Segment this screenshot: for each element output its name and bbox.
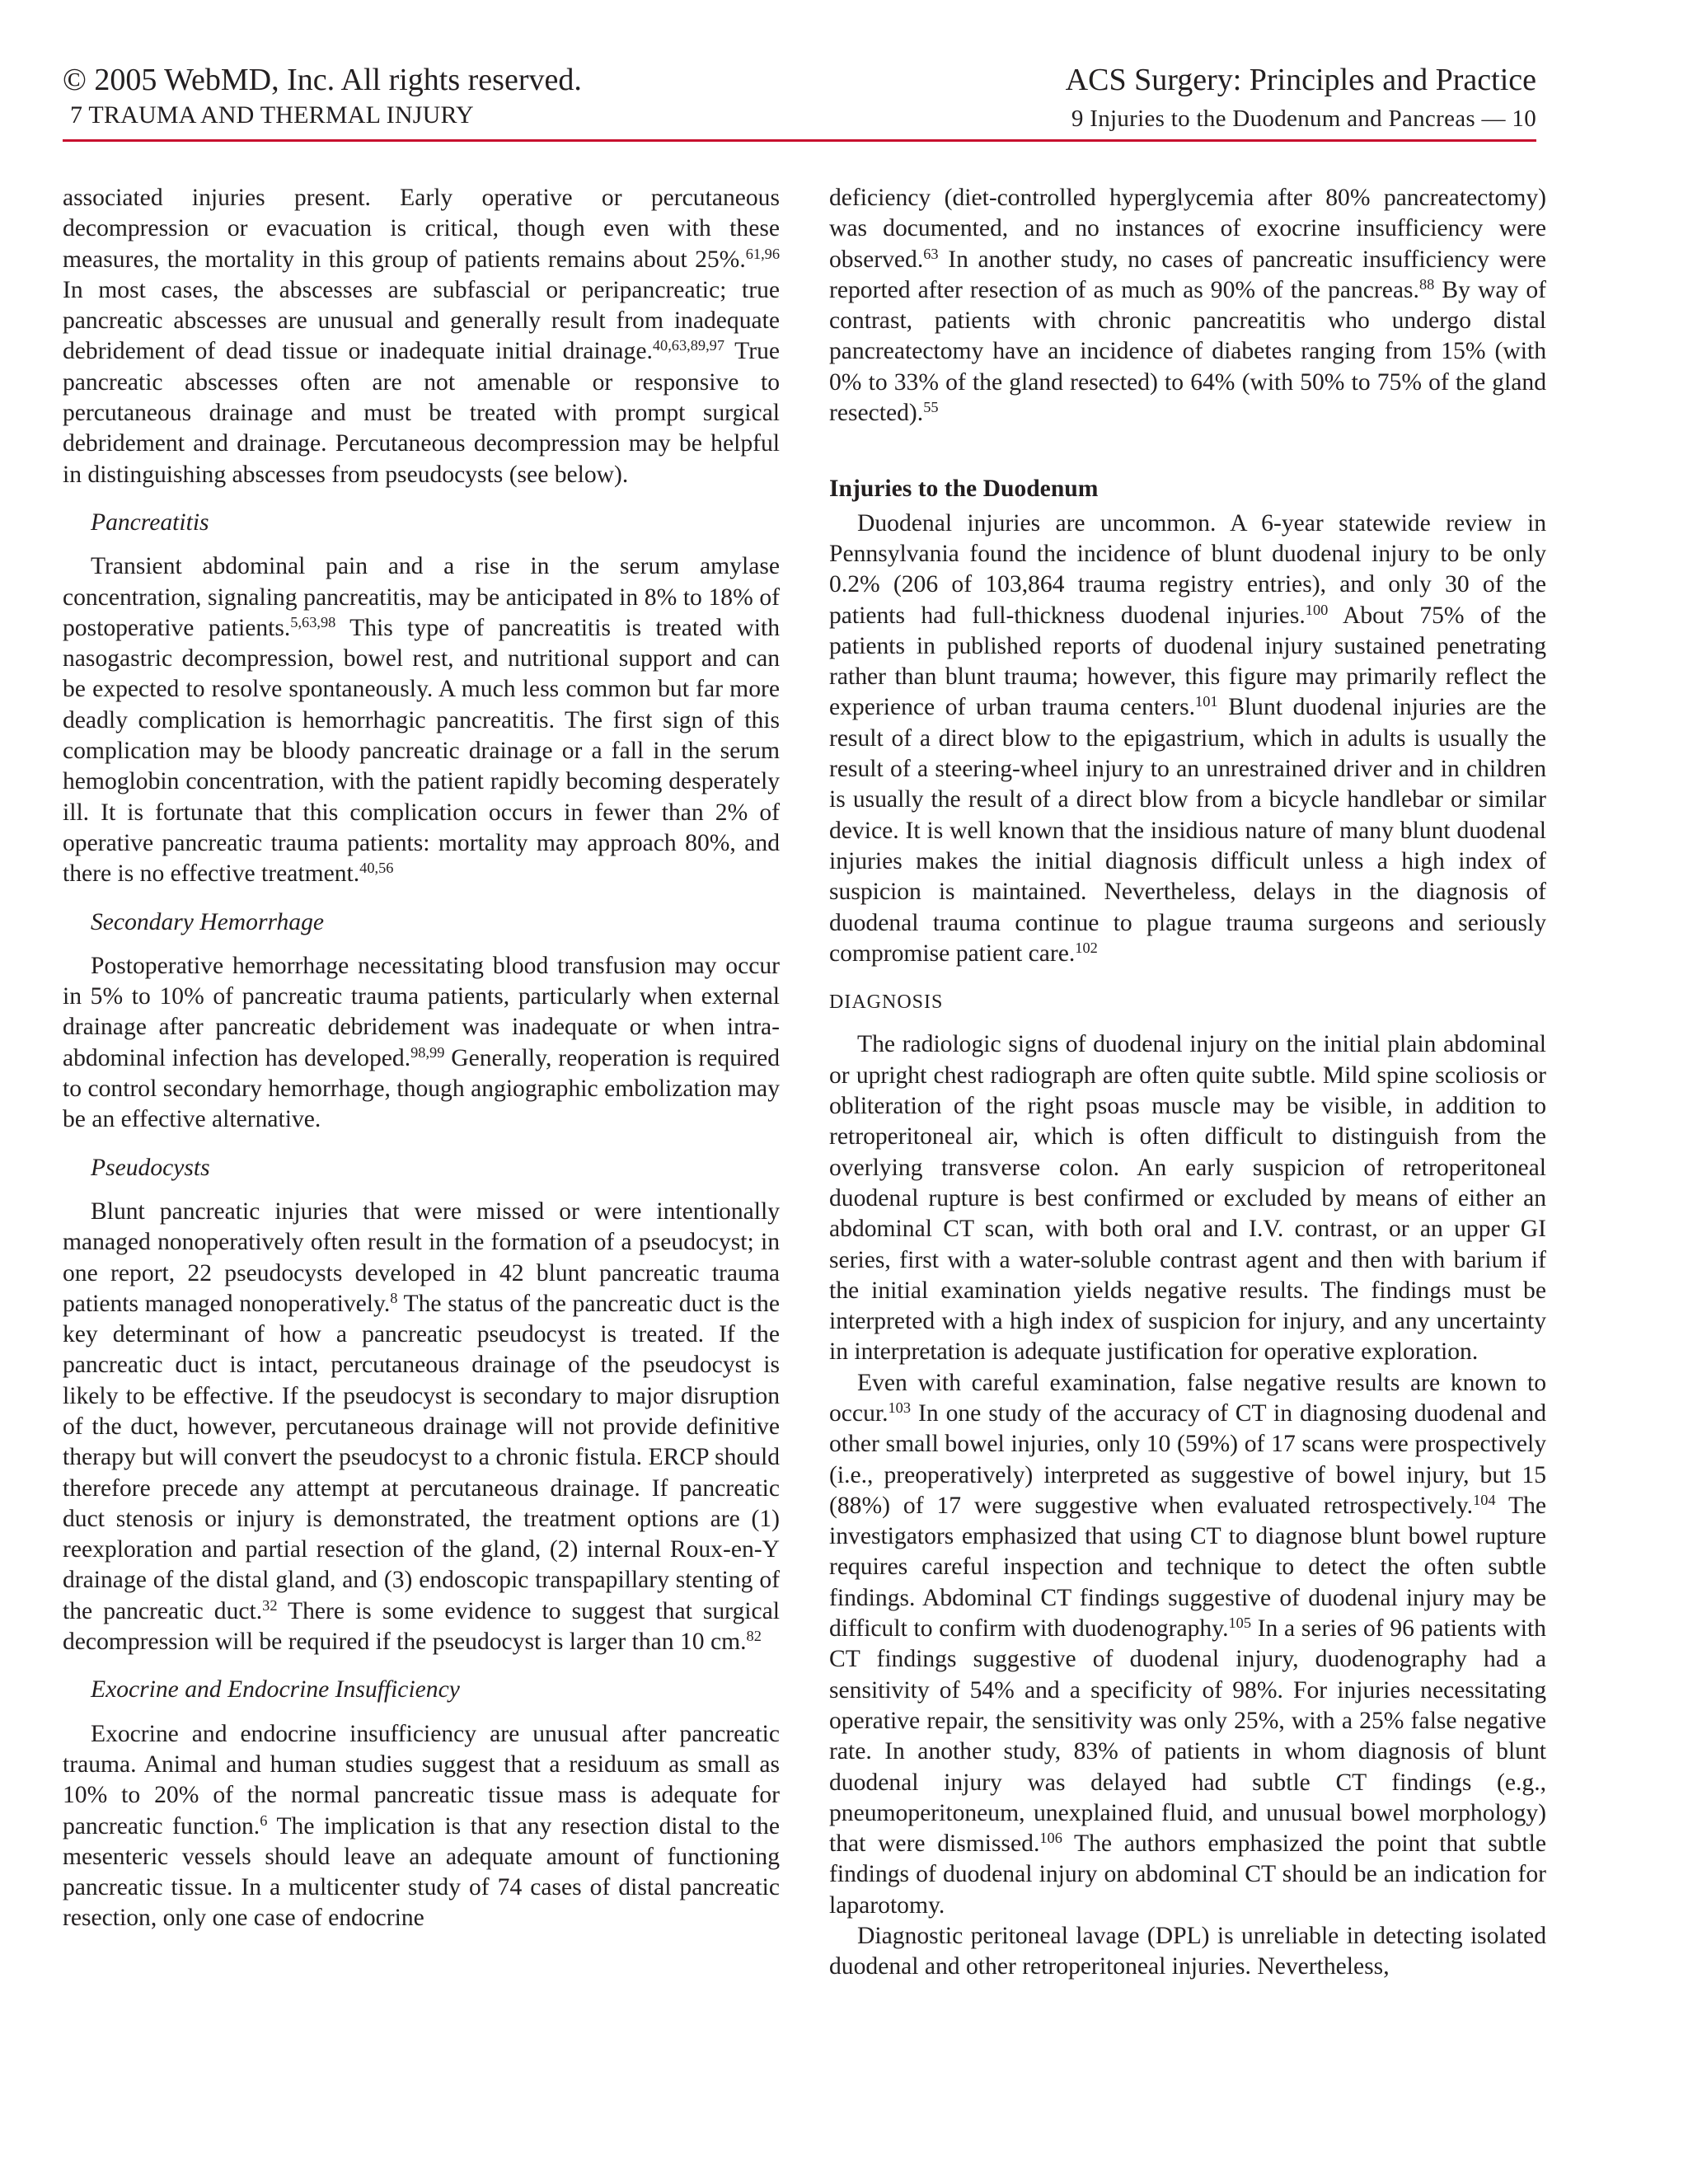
text-run: In most cases, the abscesses are subfascial or peripancreatic; true pancreatic abscesses are unusual and generally result from inadequate debridement of dead tissue or inadequate initial drainage. — [63, 276, 780, 365]
copyright-notice: © 2005 WebMD, Inc. All rights reserved. — [63, 63, 582, 97]
citation-ref: 40,56 — [359, 860, 394, 877]
text-run: In another study, no cases of pancreatic insufficiency were reported after resection of as much as 90% of the pancreas. — [829, 246, 1546, 303]
subheading-pancreatitis: Pancreatitis — [91, 509, 209, 536]
paragraph-deficiency — [829, 183, 1546, 429]
paragraph-pseudocysts — [63, 1197, 780, 1657]
chapter-label: 9 Injuries to the Duodenum and Pancreas — 10 — [1071, 105, 1536, 132]
paragraph-abscess — [63, 183, 780, 490]
citation-ref: 82 — [746, 1627, 762, 1644]
text-run: Blunt pancreatic injuries that were missed or were intentionally managed nonoperatively often result in the formation of a pseudocyst; in one report, 22 pseudocysts developed in 42 blunt pancreatic trauma patients managed nonoperatively. — [63, 1197, 780, 1317]
paragraph-duodenal-injuries — [829, 509, 1546, 969]
left-column — [63, 183, 780, 1934]
paragraph-diagnosis — [829, 1029, 1546, 1367]
citation-ref: 63 — [923, 245, 939, 262]
subheading-pseudocysts: Pseudocysts — [91, 1154, 210, 1181]
subheading-insufficiency: Exocrine and Endocrine Insufficiency — [91, 1676, 460, 1704]
citation-ref: 104 — [1473, 1491, 1496, 1508]
text-run: The authors emphasized the point that subtle findings of duodenal injury on abdominal CT should be an indication for laparotomy. — [829, 1830, 1546, 1919]
citation-ref: 32 — [262, 1596, 278, 1614]
text-run: By way of contrast, patients with chronic pancreatitis who undergo distal pancreatectomy have an incidence of diabetes ranging from 15% (with 0% to 33% of the gland resected) to 64% (with 50% to 75% of the gland resected). — [829, 276, 1546, 427]
citation-ref: 106 — [1039, 1830, 1062, 1847]
citation-ref: 100 — [1305, 601, 1329, 618]
text-run: Duodenal injuries are uncommon. A 6-year statewide review in Pennsylvania found the incidence of blunt duodenal injury to be only 0.2% (206 of 103,864 trauma registry entries), and only 30 of the patients had full-thickness duodenal injuries. — [829, 509, 1546, 629]
text-run: In a series of 96 patients with CT findings suggestive of duodenal injury, duodenography had a sensitivity of 54% and a specificity of 98%. For injuries necessitating operative repair, the sensitivity was only 25%, with a 25% false negative rate. In another study, 83% of patients in whom diagnosis of blunt duodenal injury was delayed had subtle CT findings (e.g., pneumoperitoneum, unexplained fluid, and unusual bowel morphology) that were dismissed. — [829, 1615, 1546, 1858]
citation-ref: 61,96 — [745, 245, 780, 262]
subheading-secondary-hemorrhage: Secondary Hemorrhage — [91, 908, 325, 935]
citation-ref: 98,99 — [410, 1043, 445, 1061]
header-rule — [63, 139, 1536, 142]
header-right — [1066, 61, 1536, 135]
text-run: The radiologic signs of duodenal injury on the initial plain abdominal or upright chest radiograph are often quite subtle. Mild spine scoliosis or obliteration of the right psoas muscle may be visible, in addition to retroperitoneal air, which is often difficult to distinguish from the overlying transverse colon. An early suspicion of retroperitoneal duodenal rupture is best confirmed or excluded by means of either an abdominal CT scan, with both oral and I.V. contrast, or an upper GI series, first with a water-soluble contrast agent and then with barium if the initial examination yields negative results. The findings must be interpreted with a high index of suspicion for injury, and any uncertainty in interpretation is adequate justification for operative exploration. — [829, 1031, 1546, 1366]
text-run: Blunt duodenal injuries are the result of a direct blow to the epigastrium, which in adults is usually the result of a steering-wheel injury to an unrestrained driver and in children is usually the result of a direct blow from a bicycle handlebar or similar device. It is well known that the insidious nature of many blunt duodenal injuries makes the initial diagnosis difficult unless a high index of suspicion is maintained. Nevertheless, delays in the diagnosis of duodenal trauma continue to plague trauma surgeons and seriously compromise patient care. — [829, 694, 1546, 967]
text-run: Even with careful examination, false negative results are known to occur. — [829, 1369, 1546, 1427]
text-run: associated injuries present. Early operative or percutaneous decompression or evacuation is critical, though even with these measures, the mortality in this group of patients remains about 25%. — [63, 185, 780, 273]
citation-ref: 55 — [923, 399, 939, 415]
text-run: In one study of the accuracy of CT in diagnosing duodenal and other small bowel injuries, only 10 (59%) of 17 scans were prospectively (i.e., preoperatively) interpreted as suggestive of bowel injury, but 15 (88%) of 17 were suggestive when evaluated retrospectively. — [829, 1399, 1546, 1519]
paragraph-insufficiency — [63, 1719, 780, 1934]
text-run: The investigators emphasized that using CT to diagnose blunt bowel rupture requires careful inspection and technique to detect the often subtle findings. Abdominal CT findings suggestive of duodenal injury may be difficult to confirm with duodenography. — [829, 1492, 1546, 1643]
paragraph-pancreatitis — [63, 551, 780, 889]
text-run: This type of pancreatitis is treated with nasogastric decompression, bowel rest, and nutritional support and can be expected to resolve spontaneously. A much less common but far more deadly complication is hemorrhagic pancreatitis. The first sign of this complication may be bloody pancreatic drainage or a fall in the serum hemoglobin concentration, with the patient rapidly becoming desperately ill. It is fortunate that this complication occurs in fewer than 2% of operative pancreatic trauma patients: mortality may approach 80%, and there is no effective treatment. — [63, 614, 781, 888]
right-column — [829, 183, 1546, 1983]
citation-ref: 5,63,98 — [290, 613, 336, 630]
text-run: The implication is that any resection distal to the mesenteric vessels should leave an adequate amount of functioning pancreatic tissue. In a multicenter study of 74 cases of distal pancreatic resection, only one case of endocrine — [63, 1812, 780, 1932]
text-run: There is some evidence to suggest that surgical decompression will be required if the pseudocyst is larger than 10 cm. — [63, 1597, 780, 1656]
text-run: Transient abdominal pain and a rise in the serum amylase concentration, signaling pancreatitis, may be anticipated in 8% to 18% of postoperative patients. — [63, 553, 780, 641]
citation-ref: 105 — [1228, 1614, 1251, 1631]
text-run: The status of the pancreatic duct is the key determinant of how a pancreatic pseudocyst is treated. If the pancreatic duct is intact, percutaneous drainage of the pseudocyst is likely to be effective. If the pseudocyst is secondary to major disruption of the duct, however, percutaneous drainage will not provide definitive therapy but will convert the pseudocyst to a chronic fistula. ERCP should therefore precede any attempt at percutaneous drainage. If pancreatic duct stenosis or injury is demonstrated, the treatment options are (1) reexploration and partial resection of the gland, (2) internal Roux-en-Y drainage of the distal gland, and (3) endoscopic transpapillary stenting of the pancreatic duct. — [63, 1290, 780, 1624]
book-title: ACS Surgery: Principles and Practice — [1065, 63, 1536, 97]
citation-ref: 6 — [260, 1811, 268, 1829]
text-run: Generally, reoperation is required to control secondary hemorrhage, though angiographic embolization may be an effective alternative. — [63, 1044, 780, 1133]
text-run: Postoperative hemorrhage necessitating blood transfusion may occur in 5% to 10% of pancreatic trauma patients, particularly when external drainage after pancreatic debridement was inadequate or when intra-abdominal infection has developed. — [63, 952, 780, 1071]
heading-diagnosis: DIAGNOSIS — [829, 991, 944, 1014]
citation-ref: 40,63,89,97 — [652, 337, 725, 354]
citation-ref: 102 — [1075, 939, 1098, 956]
citation-ref: 8 — [390, 1289, 398, 1306]
paragraph-dpl — [829, 1921, 1546, 1983]
section-label: 7 TRAUMA AND THERMAL INJURY — [70, 101, 474, 129]
citation-ref: 88 — [1418, 275, 1435, 293]
citation-ref: 101 — [1195, 693, 1218, 710]
text-run: True pancreatic abscesses often are not amenable or responsive to percutaneous drainage and must be treated with prompt surgical debridement and drainage. Percutaneous decompression may be helpful in distinguishing abscesses from pseudocysts (see below). — [63, 338, 781, 488]
running-header — [63, 61, 1536, 135]
heading-injuries-to-duodenum: Injuries to the Duodenum — [829, 476, 1099, 503]
text-run: About 75% of the patients in published reports of duodenal injury sustained penetrating rather than blunt trauma; however, this figure may primarily reflect the experience of urban trauma centers. — [829, 602, 1546, 721]
text-run: deficiency (diet-controlled hyperglycemia after 80% pancreatectomy) was documented, and no instances of exocrine insufficiency were observed. — [829, 185, 1546, 273]
paragraph-false-negative — [829, 1368, 1546, 1921]
paragraph-secondary-hemorrhage — [63, 951, 780, 1136]
text-run: Diagnostic peritoneal lavage (DPL) is unreliable in detecting isolated duodenal and other retroperitoneal injuries. Nevertheless, — [829, 1923, 1546, 1980]
header-left — [63, 61, 582, 132]
citation-ref: 103 — [888, 1399, 911, 1416]
text-run: Exocrine and endocrine insufficiency are unusual after pancreatic trauma. Animal and human studies suggest that a residuum as small as 10% to 20% of the normal pancreatic tissue mass is adequate for pancreatic function. — [63, 1720, 780, 1840]
